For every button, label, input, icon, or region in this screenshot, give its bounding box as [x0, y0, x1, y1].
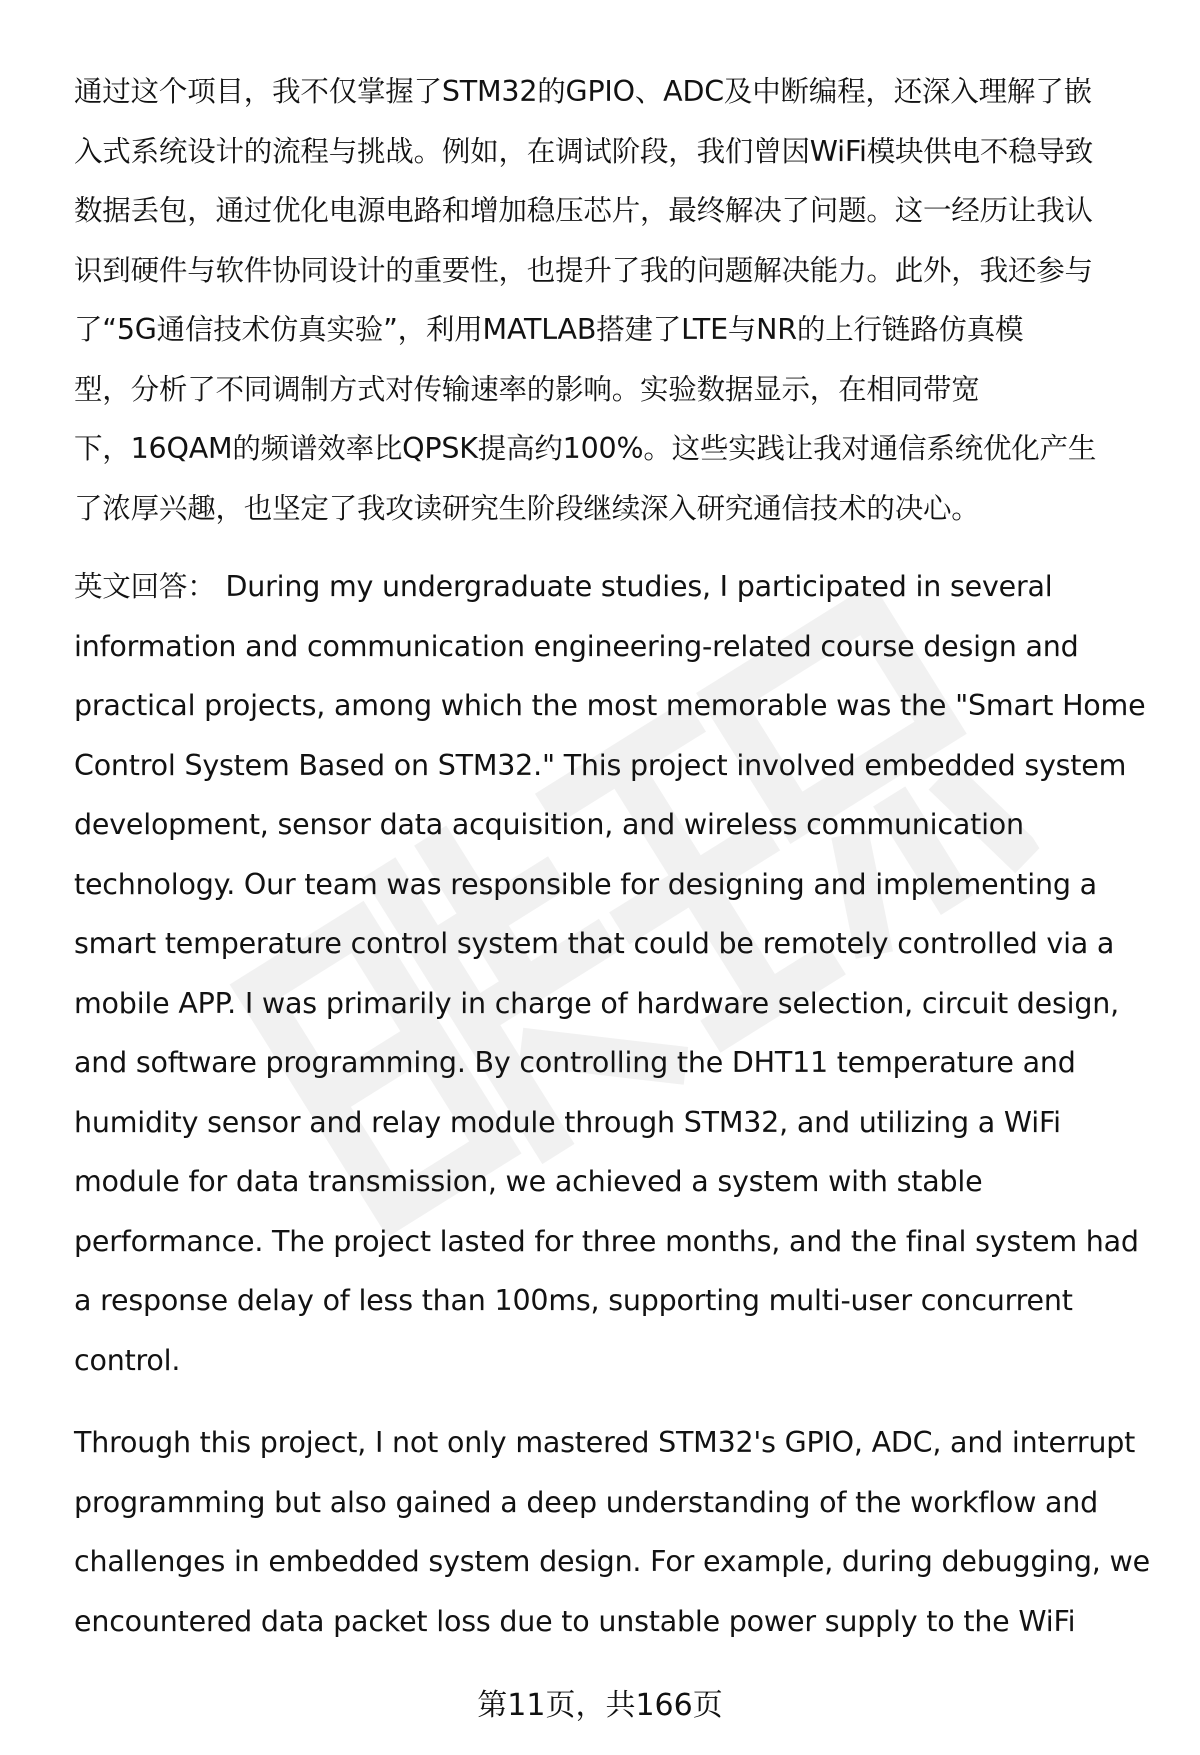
- text-line: mobile APP. I was primarily in charge of hardware selection, circuit design,: [74, 986, 1119, 1020]
- text-line: a response delay of less than 100ms, supporting multi-user concurrent: [74, 1284, 1073, 1317]
- answer-first-line: During my undergraduate studies, I participated in several: [225, 570, 1053, 603]
- text-line: 通过这个项目，我不仅掌握了STM32的GPIO、ADC及中断编程，还深入理解了嵌: [74, 75, 1092, 108]
- text-line: Through this project, I not only mastered STM32's GPIO, ADC, and interrupt: [74, 1426, 1136, 1459]
- text-line: technology. Our team was responsible for designing and implementing a: [74, 867, 1097, 901]
- text-line: Control System Based on STM32." This project involved embedded system: [74, 748, 1127, 782]
- text-line: practical projects, among which the most memorable was the "Smart Home: [74, 689, 1146, 722]
- text-line: control.: [74, 1343, 181, 1377]
- text-line: 入式系统设计的流程与挑战。例如，在调试阶段，我们曾因WiFi模块供电不稳导致: [74, 134, 1094, 168]
- text-line: [74, 557, 1154, 617]
- text-line: 型，分析了不同调制方式对传输速率的影响。实验数据显示，在相同带宽: [74, 372, 980, 406]
- page-number-footer: 第11页，共166页: [477, 1688, 723, 1723]
- text-line: and software programming. By controlling the DHT11 temperature and: [74, 1046, 1076, 1079]
- answer-label: 英文回答：: [74, 570, 216, 603]
- paragraph-english-answer: [74, 557, 1154, 1390]
- text-line: performance. The project lasted for three months, and the final system had: [74, 1224, 1139, 1258]
- text-line: 了浓厚兴趣，也坚定了我攻读研究生阶段继续深入研究通信技术的决心。: [74, 491, 980, 525]
- text-line: programming but also gained a deep understanding of the workflow and: [74, 1485, 1099, 1519]
- text-line: 了“5G通信技术仿真实验”，利用MATLAB搭建了LTE与NR的上行链路仿真模: [74, 313, 1024, 346]
- text-line: challenges in embedded system design. For example, during debugging, we: [74, 1545, 1150, 1578]
- text-line: 下，16QAM的频谱效率比QPSK提高约100%。这些实践让我对通信系统优化产生: [74, 432, 1097, 465]
- document-body: [74, 62, 1154, 1651]
- text-line: 识到硬件与软件协同设计的重要性，也提升了我的问题解决能力。此外，我还参与: [74, 253, 1093, 287]
- text-line: 数据丢包，通过优化电源电路和增加稳压芯片，最终解决了问题。这一经历让我认: [74, 194, 1093, 227]
- text-line: information and communication engineering-related course design and: [74, 629, 1079, 663]
- text-line: humidity sensor and relay module through STM32, and utilizing a WiFi: [74, 1105, 1061, 1139]
- paragraph-english-continued: [74, 1413, 1154, 1651]
- text-line: encountered data packet loss due to unstable power supply to the WiFi: [74, 1604, 1076, 1638]
- text-line: module for data transmission, we achieved a system with stable: [74, 1165, 983, 1198]
- text-line: development, sensor data acquisition, and wireless communication: [74, 808, 1024, 841]
- paragraph-chinese: [74, 62, 1154, 538]
- text-line: smart temperature control system that could be remotely controlled via a: [74, 927, 1115, 960]
